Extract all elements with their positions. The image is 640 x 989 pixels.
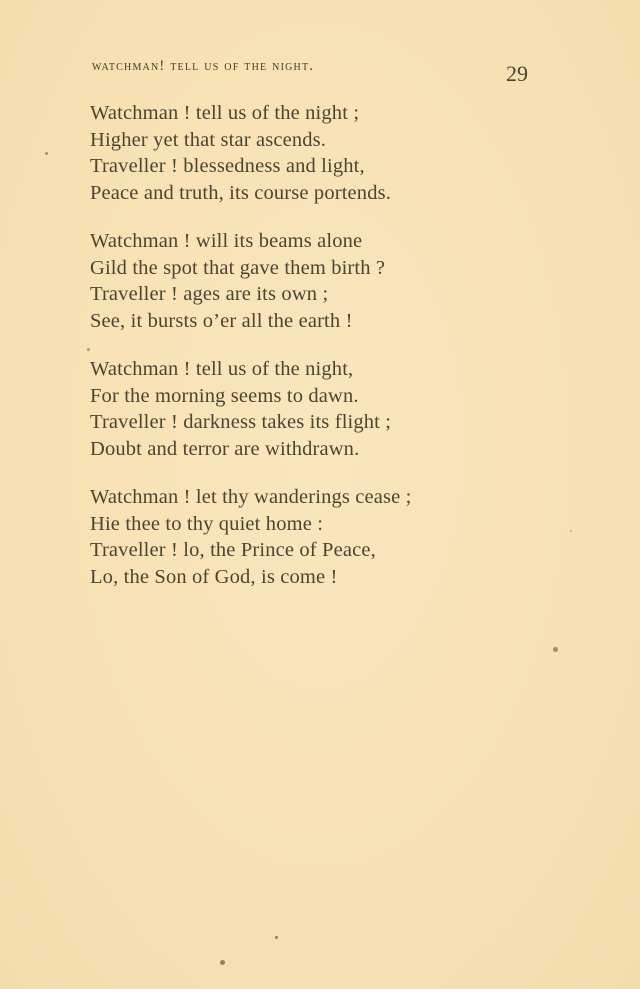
paper-speck xyxy=(275,936,278,939)
stanza-4 xyxy=(90,484,412,590)
poem-line: Watchman ! will its beams alone xyxy=(90,230,363,252)
poem xyxy=(90,100,412,612)
stanza-1 xyxy=(90,100,412,206)
page-number: 29 xyxy=(506,61,528,86)
poem-line: Gild the spot that gave them birth ? xyxy=(90,256,386,279)
poem-line: Traveller ! blessedness and light, xyxy=(90,155,365,177)
paper-speck xyxy=(553,647,558,652)
paper-speck xyxy=(45,152,48,155)
poem-line: Watchman ! tell us of the night ; xyxy=(90,102,360,124)
poem-line: For the morning seems to dawn. xyxy=(90,384,359,407)
poem-line: Hie thee to thy quiet home : xyxy=(90,512,324,535)
paper-speck xyxy=(570,530,572,532)
poem-line: Traveller ! darkness takes its flight ; xyxy=(90,411,392,433)
stanza-3 xyxy=(90,356,412,462)
running-head xyxy=(92,58,542,86)
stanza-2 xyxy=(90,228,412,334)
poem-line: Watchman ! let thy wanderings cease ; xyxy=(90,486,412,508)
paper-speck xyxy=(87,348,90,351)
poem-line: Traveller ! ages are its own ; xyxy=(90,283,329,305)
poem-line: Traveller ! lo, the Prince of Peace, xyxy=(90,539,376,561)
poem-line: Watchman ! tell us of the night, xyxy=(90,358,354,380)
poem-line: See, it bursts o’er all the earth ! xyxy=(90,309,353,332)
poem-line: Peace and truth, its course portends. xyxy=(90,181,392,204)
paper-speck xyxy=(220,960,225,965)
running-title: watchman! tell us of the night. xyxy=(92,58,315,74)
poem-line: Lo, the Son of God, is come ! xyxy=(90,565,338,588)
poem-line: Doubt and terror are withdrawn. xyxy=(90,437,360,460)
poem-line: Higher yet that star ascends. xyxy=(90,128,327,151)
